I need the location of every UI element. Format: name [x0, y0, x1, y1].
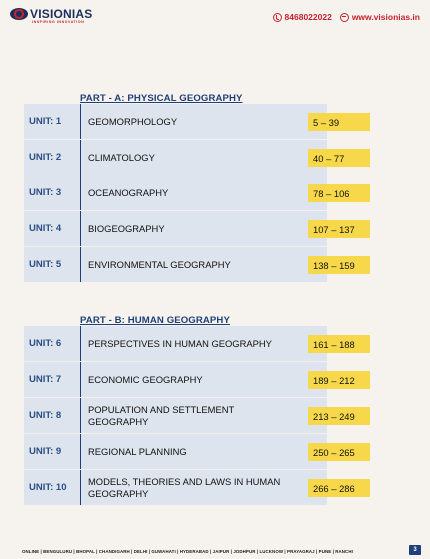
- unit-label: UNIT: 9: [24, 434, 80, 469]
- phone-icon: [273, 13, 282, 22]
- unit-divider: [80, 470, 81, 505]
- unit-divider: [80, 247, 81, 282]
- unit-row-5[interactable]: [24, 247, 374, 282]
- page-number: 3: [409, 545, 421, 555]
- unit-pages: 161 – 188: [308, 335, 370, 353]
- unit-row-6[interactable]: [24, 326, 374, 361]
- unit-title: POPULATION AND SETTLEMENT GEOGRAPHY: [81, 398, 327, 433]
- unit-label: UNIT: 5: [24, 247, 80, 282]
- unit-label: UNIT: 3: [24, 175, 80, 210]
- unit-label: UNIT: 10: [24, 470, 80, 505]
- unit-pages: 40 – 77: [308, 149, 370, 167]
- unit-pages: 5 – 39: [308, 113, 370, 131]
- unit-divider: [80, 326, 81, 361]
- unit-row-3[interactable]: [24, 175, 374, 210]
- unit-divider: [80, 211, 81, 246]
- part-a-title: PART - A: PHYSICAL GEOGRAPHY: [80, 93, 243, 104]
- website-link[interactable]: www.visionias.in: [351, 12, 420, 22]
- part-b-title: PART - B: HUMAN GEOGRAPHY: [80, 315, 230, 326]
- visionias-logo: [10, 6, 93, 24]
- unit-pages: 78 – 106: [308, 184, 370, 202]
- unit-row-8[interactable]: [24, 398, 374, 433]
- unit-title: REGIONAL PLANNING: [81, 434, 327, 469]
- footer-city-list: ONLINE | BENGULURU | BHOPAL | CHANDIGARH | DELHI | GUWAHATI | HYDERABAD | JAIPUR | JODHPUR | LUCKNOW | PRAYAGRAJ | PUNE | RANCHI: [22, 549, 353, 554]
- unit-row-10[interactable]: [24, 470, 374, 505]
- unit-divider: [80, 104, 81, 139]
- eye-logo-icon: [10, 8, 28, 20]
- unit-label: UNIT: 6: [24, 326, 80, 361]
- unit-label: UNIT: 4: [24, 211, 80, 246]
- unit-label: UNIT: 8: [24, 398, 80, 433]
- logo-tagline: INSPIRING INNOVATION: [32, 20, 85, 24]
- unit-title: GEOMORPHOLOGY: [81, 104, 327, 139]
- unit-title: PERSPECTIVES IN HUMAN GEOGRAPHY: [81, 326, 327, 361]
- unit-title: MODELS, THEORIES AND LAWS IN HUMAN GEOGRAPHY: [81, 470, 327, 505]
- unit-title: OCEANOGRAPHY: [81, 175, 327, 210]
- unit-pages: 138 – 159: [308, 256, 370, 274]
- unit-label: UNIT: 7: [24, 362, 80, 397]
- unit-divider: [80, 434, 81, 469]
- unit-row-2[interactable]: [24, 140, 374, 175]
- unit-pages: 213 – 249: [308, 407, 370, 425]
- unit-divider: [80, 140, 81, 175]
- logo-text: VISIONIAS: [30, 6, 93, 21]
- unit-pages: 189 – 212: [308, 371, 370, 389]
- unit-divider: [80, 398, 81, 433]
- contact-info: [273, 12, 420, 22]
- unit-label: UNIT: 1: [24, 104, 80, 139]
- unit-divider: [80, 362, 81, 397]
- phone-number: 8468022022: [284, 12, 332, 22]
- unit-row-4[interactable]: [24, 211, 374, 246]
- unit-row-1[interactable]: [24, 104, 374, 139]
- unit-row-9[interactable]: [24, 434, 374, 469]
- unit-row-7[interactable]: [24, 362, 374, 397]
- unit-label: UNIT: 2: [24, 140, 80, 175]
- globe-icon: [340, 13, 349, 22]
- header-bar: [0, 0, 430, 40]
- unit-pages: 266 – 286: [308, 479, 370, 497]
- unit-pages: 250 – 265: [308, 443, 370, 461]
- footer: [0, 542, 430, 559]
- unit-title: ENVIRONMENTAL GEOGRAPHY: [81, 247, 327, 282]
- unit-title: BIOGEOGRAPHY: [81, 211, 327, 246]
- unit-pages: 107 – 137: [308, 220, 370, 238]
- unit-divider: [80, 175, 81, 210]
- unit-title: ECONOMIC GEOGRAPHY: [81, 362, 327, 397]
- unit-title: CLIMATOLOGY: [81, 140, 327, 175]
